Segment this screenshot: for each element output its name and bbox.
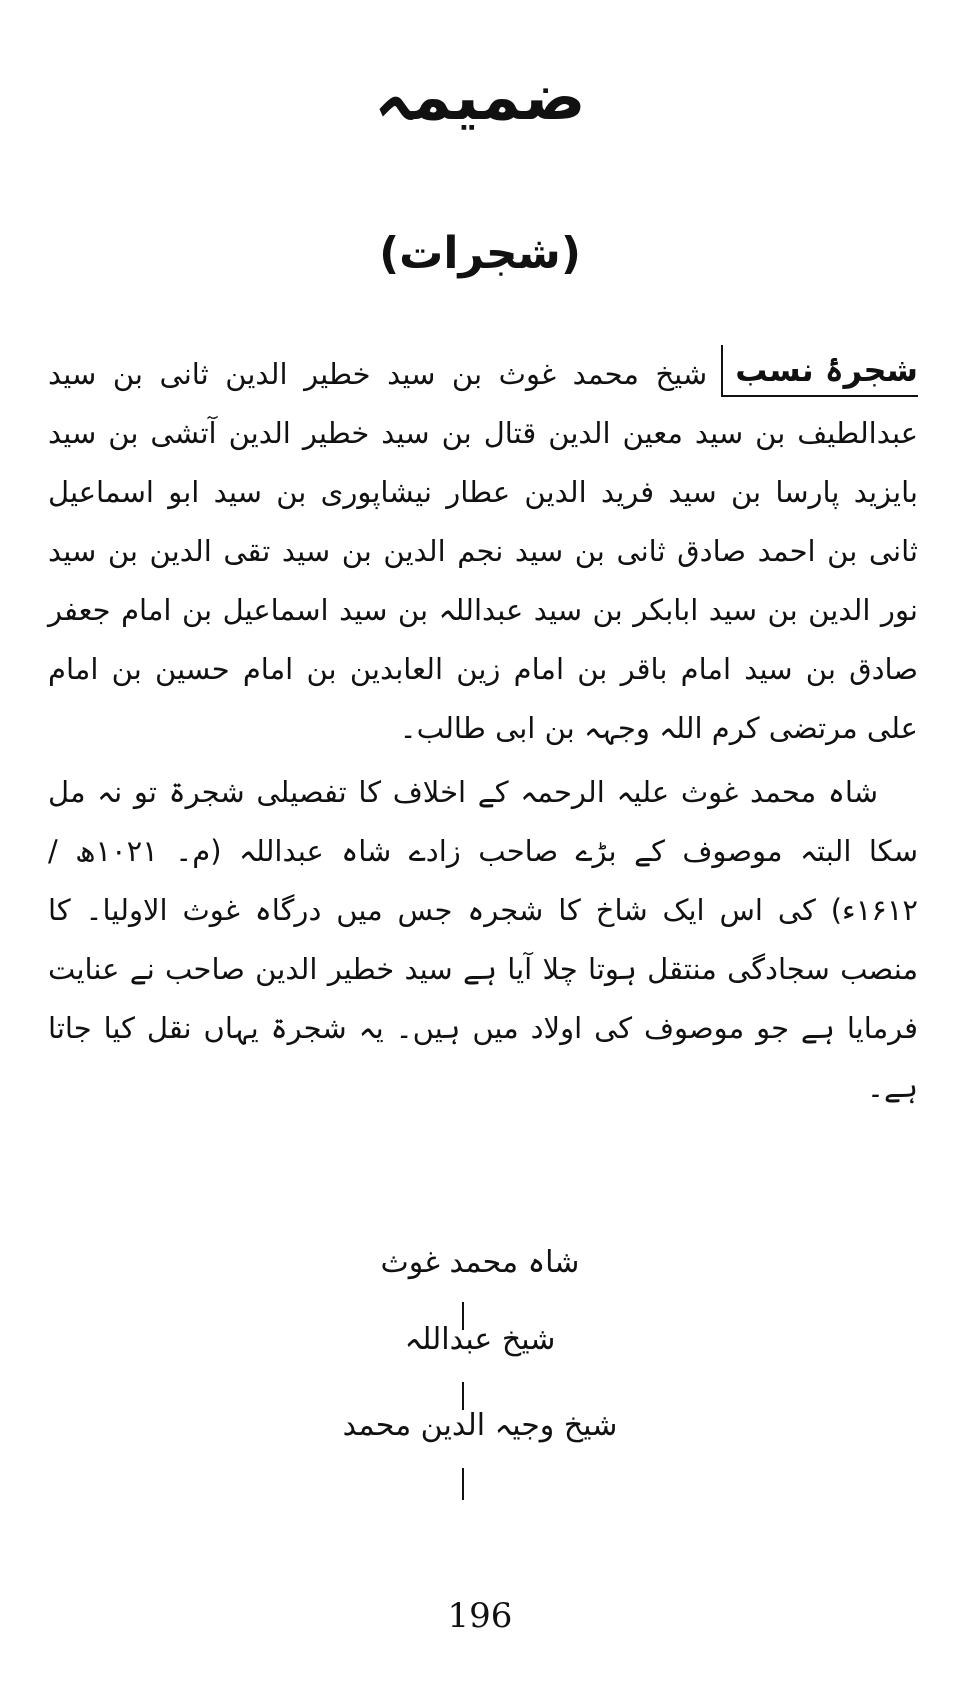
section-subtitle: (شجرات)	[379, 228, 581, 279]
lineage-label: شجرۂ نسب	[735, 351, 918, 389]
body-paragraph: شاہ محمد غوث علیہ الرحمہ کے اخلاف کا تفصیلی شجرۃ تو نہ مل سکا البتہ موصوف کے بڑے صاحب زادے شاہ عبداللہ (م۔ ۱۰۲۱ھ / ۱۶۱۲ء) کی اس ایک شاخ کا شجرہ جس میں درگاہ غوث الاولیا۔ کا منصب سجادگی منتقل ہوتا چلا آیا ہے سید خطیر الدین صاحب نے عنایت فرمایا ہے جو موصوف کی اولاد میں ہیں۔ یہ شجرۃ یہاں نقل کیا جاتا ہے۔	[48, 775, 918, 1104]
tree-connector-2	[462, 1382, 464, 1410]
tree-node-1: شاہ محمد غوث	[380, 1245, 580, 1280]
lineage-text: شیخ محمد غوث بن سید خطیر الدین ثانی بن سید عبدالطیف بن سید معین الدین قتال بن سید خطیر الدین آتشی بن سید بایزید پارسا بن سید فرید الدین عطار نیشاپوری بن سید ابو اسماعیل ثانی بن احمد صادق ثانی بن سید نجم الدین بن سید تقی الدین بن سید نور الدین بن سید ابابکر بن سید عبداللہ بن سید اسماعیل بن امام جعفر صادق بن سید امام باقر بن امام زین العابدین بن امام حسین بن امام علی مرتضی کرم اللہ وجہہ بن ابی طالب۔	[48, 357, 918, 745]
tree-connector-3	[462, 1468, 464, 1500]
lineage-paragraph	[48, 345, 918, 758]
lineage-label-box	[721, 345, 918, 397]
page-number: 196	[447, 1596, 513, 1636]
tree-node-2: شیخ عبداللہ	[404, 1322, 556, 1357]
page-title: ضمیمہ	[374, 61, 586, 135]
tree-node-3: شیخ وجیہ الدین محمد	[342, 1408, 618, 1443]
